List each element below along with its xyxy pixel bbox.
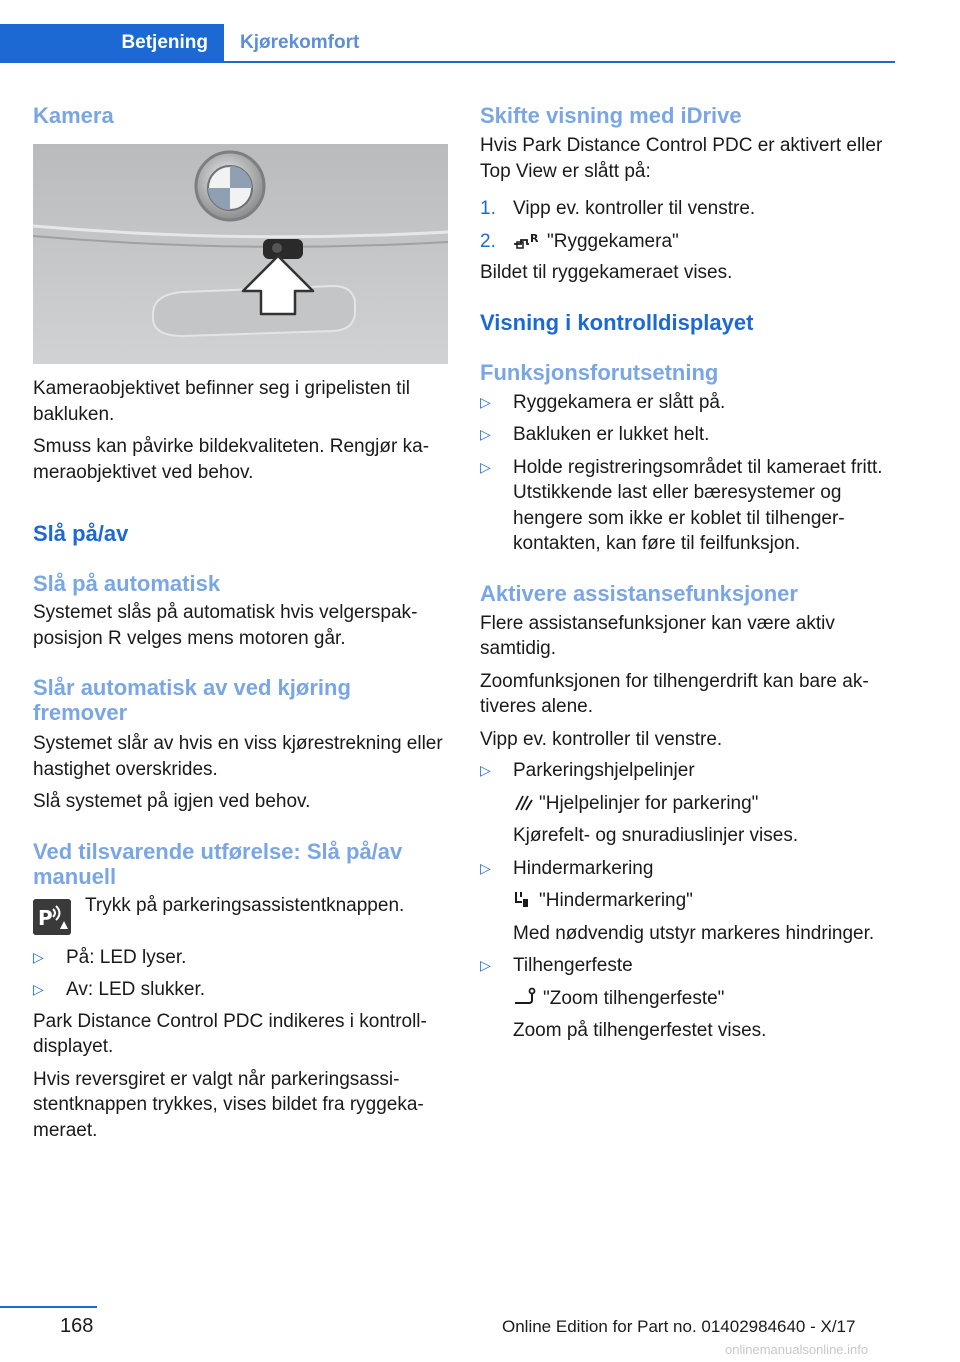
svg-text:R: R bbox=[530, 231, 539, 245]
edition-text: Online Edition for Part no. 01402984640 - X/17 bbox=[502, 1317, 856, 1336]
step-number: 2. bbox=[480, 230, 496, 252]
triangle-bullet-icon: ▷ bbox=[480, 762, 491, 778]
step-number: 1. bbox=[480, 198, 496, 219]
list-item-text: Ryggekamera er slått på. bbox=[513, 391, 726, 413]
list-item bbox=[480, 953, 900, 1044]
menu-entry bbox=[513, 791, 900, 817]
list-item-text: Holde registreringsområdet til kameraet fritt. Utstikkende last eller bæresystemer og hengere som ikke er koblet til tilhengerkontakten, kan føre til feilfunksjon. bbox=[513, 456, 883, 554]
requirements-list bbox=[480, 390, 900, 557]
list-item bbox=[480, 856, 900, 947]
switch-view-heading: Skifte visning med iDrive bbox=[480, 103, 742, 128]
manual-heading: Ved tilsvarende utførelse: Slå på/av manuell bbox=[33, 838, 403, 889]
camera-photo bbox=[33, 144, 448, 364]
requirements-heading: Funksjonsforutsetning bbox=[480, 359, 719, 385]
manual-paragraph: Trykk på parkeringsassistentknappen. bbox=[85, 894, 405, 916]
left-column bbox=[33, 100, 448, 1143]
list-item-text: Av: LED slukker. bbox=[66, 979, 206, 1000]
kamera-heading: Kamera bbox=[33, 103, 114, 128]
triangle-bullet-icon: ▷ bbox=[33, 948, 44, 965]
display-heading: Visning i kontrolldisplayet bbox=[480, 309, 754, 335]
triangle-bullet-icon: ▷ bbox=[480, 426, 491, 442]
triangle-bullet-icon: ▷ bbox=[480, 458, 491, 475]
parking-assistant-button-icon bbox=[33, 899, 71, 935]
pdc-button-row bbox=[33, 894, 448, 935]
trailer-hitch-icon bbox=[513, 987, 537, 1007]
menu-entry bbox=[513, 888, 900, 914]
svg-text:P: P bbox=[38, 905, 53, 930]
list-item-text: "Ryggekamera" bbox=[547, 230, 679, 252]
reverse-paragraph: Hvis reversgiret er valgt når parkeringsassistentknappen trykkes, vises bildet fra ryggekameraet. bbox=[33, 1068, 424, 1141]
parking-lines-icon bbox=[513, 792, 533, 812]
pdc-paragraph: Park Distance Control PDC indikeres i kontrolldisplayet. bbox=[33, 1010, 427, 1057]
menu-entry-description: Zoom på tilhengerfestet vises. bbox=[513, 1020, 767, 1041]
obstacle-marking-icon bbox=[513, 889, 533, 909]
page-number: 168 bbox=[60, 1315, 94, 1337]
auto-off-paragraph-2: Slå systemet på igjen ved behov. bbox=[33, 791, 311, 812]
menu-entry-description: Kjørefelt- og snuradiuslinjer vises. bbox=[513, 825, 799, 846]
triangle-bullet-icon: ▷ bbox=[480, 859, 491, 876]
menu-entry-text: "Zoom tilhengerfeste" bbox=[543, 987, 725, 1009]
switch-result-paragraph: Bildet til ryggekameraet vises. bbox=[480, 262, 733, 283]
kamera-paragraph-2: Smuss kan påvirke bildekvaliteten. Rengjør kameraobjektivet ved behov. bbox=[33, 436, 430, 483]
auto-off-paragraph-1: Systemet slår av hvis en viss kjørestrekning eller hastighet overskrides. bbox=[33, 733, 443, 780]
auto-on-paragraph: Systemet slås på automatisk hvis velgerspakposisjon R velges mens motoren går. bbox=[33, 602, 418, 649]
tailgate-camera-illustration bbox=[33, 144, 448, 364]
list-item bbox=[480, 455, 900, 557]
list-item-label: Tilhengerfeste bbox=[513, 955, 633, 976]
manual-led-list bbox=[33, 945, 448, 1003]
chapter-tab-bar bbox=[0, 24, 895, 63]
list-item-text: På: LED lyser. bbox=[66, 946, 187, 968]
list-item-text: Bakluken er lukket helt. bbox=[513, 424, 710, 445]
assist-heading: Aktivere assistansefunksjoner bbox=[480, 580, 798, 606]
list-item bbox=[480, 758, 900, 849]
triangle-bullet-icon: ▷ bbox=[480, 393, 491, 410]
auto-off-heading: Slår automatisk av ved kjøring fremover bbox=[33, 675, 351, 725]
triangle-bullet-icon: ▷ bbox=[33, 981, 44, 997]
assist-paragraph-3: Vipp ev. kontroller til venstre. bbox=[480, 728, 723, 750]
tab-betjening[interactable]: Betjening bbox=[0, 24, 224, 61]
switch-steps-list bbox=[480, 196, 900, 254]
switch-view-paragraph: Hvis Park Distance Control PDC er aktivert eller Top View er slått på: bbox=[480, 135, 883, 182]
sla-pa-automatisk-heading: Slå på automatisk bbox=[33, 571, 221, 596]
list-item-label: Parkeringshjelpelinjer bbox=[513, 760, 695, 781]
right-column bbox=[480, 100, 900, 1044]
list-item bbox=[480, 390, 900, 416]
watermark: onlinemanualsonline.info bbox=[725, 1342, 869, 1357]
kamera-paragraph-1: Kameraobjektivet befinner seg i gripelisten til bakluken. bbox=[33, 378, 411, 425]
assist-paragraph-2: Zoomfunksjonen for tilhengerdrift kan bare aktiveres alene. bbox=[480, 670, 869, 717]
tab-kjorekomfort[interactable]: Kjørekomfort bbox=[240, 32, 360, 53]
menu-entry-text: "Hindermarkering" bbox=[539, 890, 693, 911]
triangle-bullet-icon: ▷ bbox=[480, 957, 491, 973]
list-item bbox=[33, 945, 448, 971]
menu-entry-text: "Hjelpelinjer for parkering" bbox=[539, 792, 759, 814]
list-item-label: Hindermarkering bbox=[513, 857, 654, 879]
list-item bbox=[33, 977, 448, 1003]
sla-pa-av-heading: Slå på/av bbox=[33, 521, 129, 546]
list-item bbox=[480, 229, 900, 255]
rear-camera-icon bbox=[513, 230, 541, 250]
menu-entry bbox=[513, 986, 900, 1012]
list-item bbox=[480, 196, 900, 222]
list-item-text: Vipp ev. kontroller til venstre. bbox=[513, 198, 756, 219]
list-item bbox=[480, 422, 900, 448]
footer-rule bbox=[0, 1306, 97, 1308]
assist-paragraph-1: Flere assistansefunksjoner kan være aktiv samtidig. bbox=[480, 612, 835, 659]
menu-entry-description: Med nødvendig utstyr markeres hindringer. bbox=[513, 922, 875, 944]
assist-functions-list bbox=[480, 758, 900, 1044]
